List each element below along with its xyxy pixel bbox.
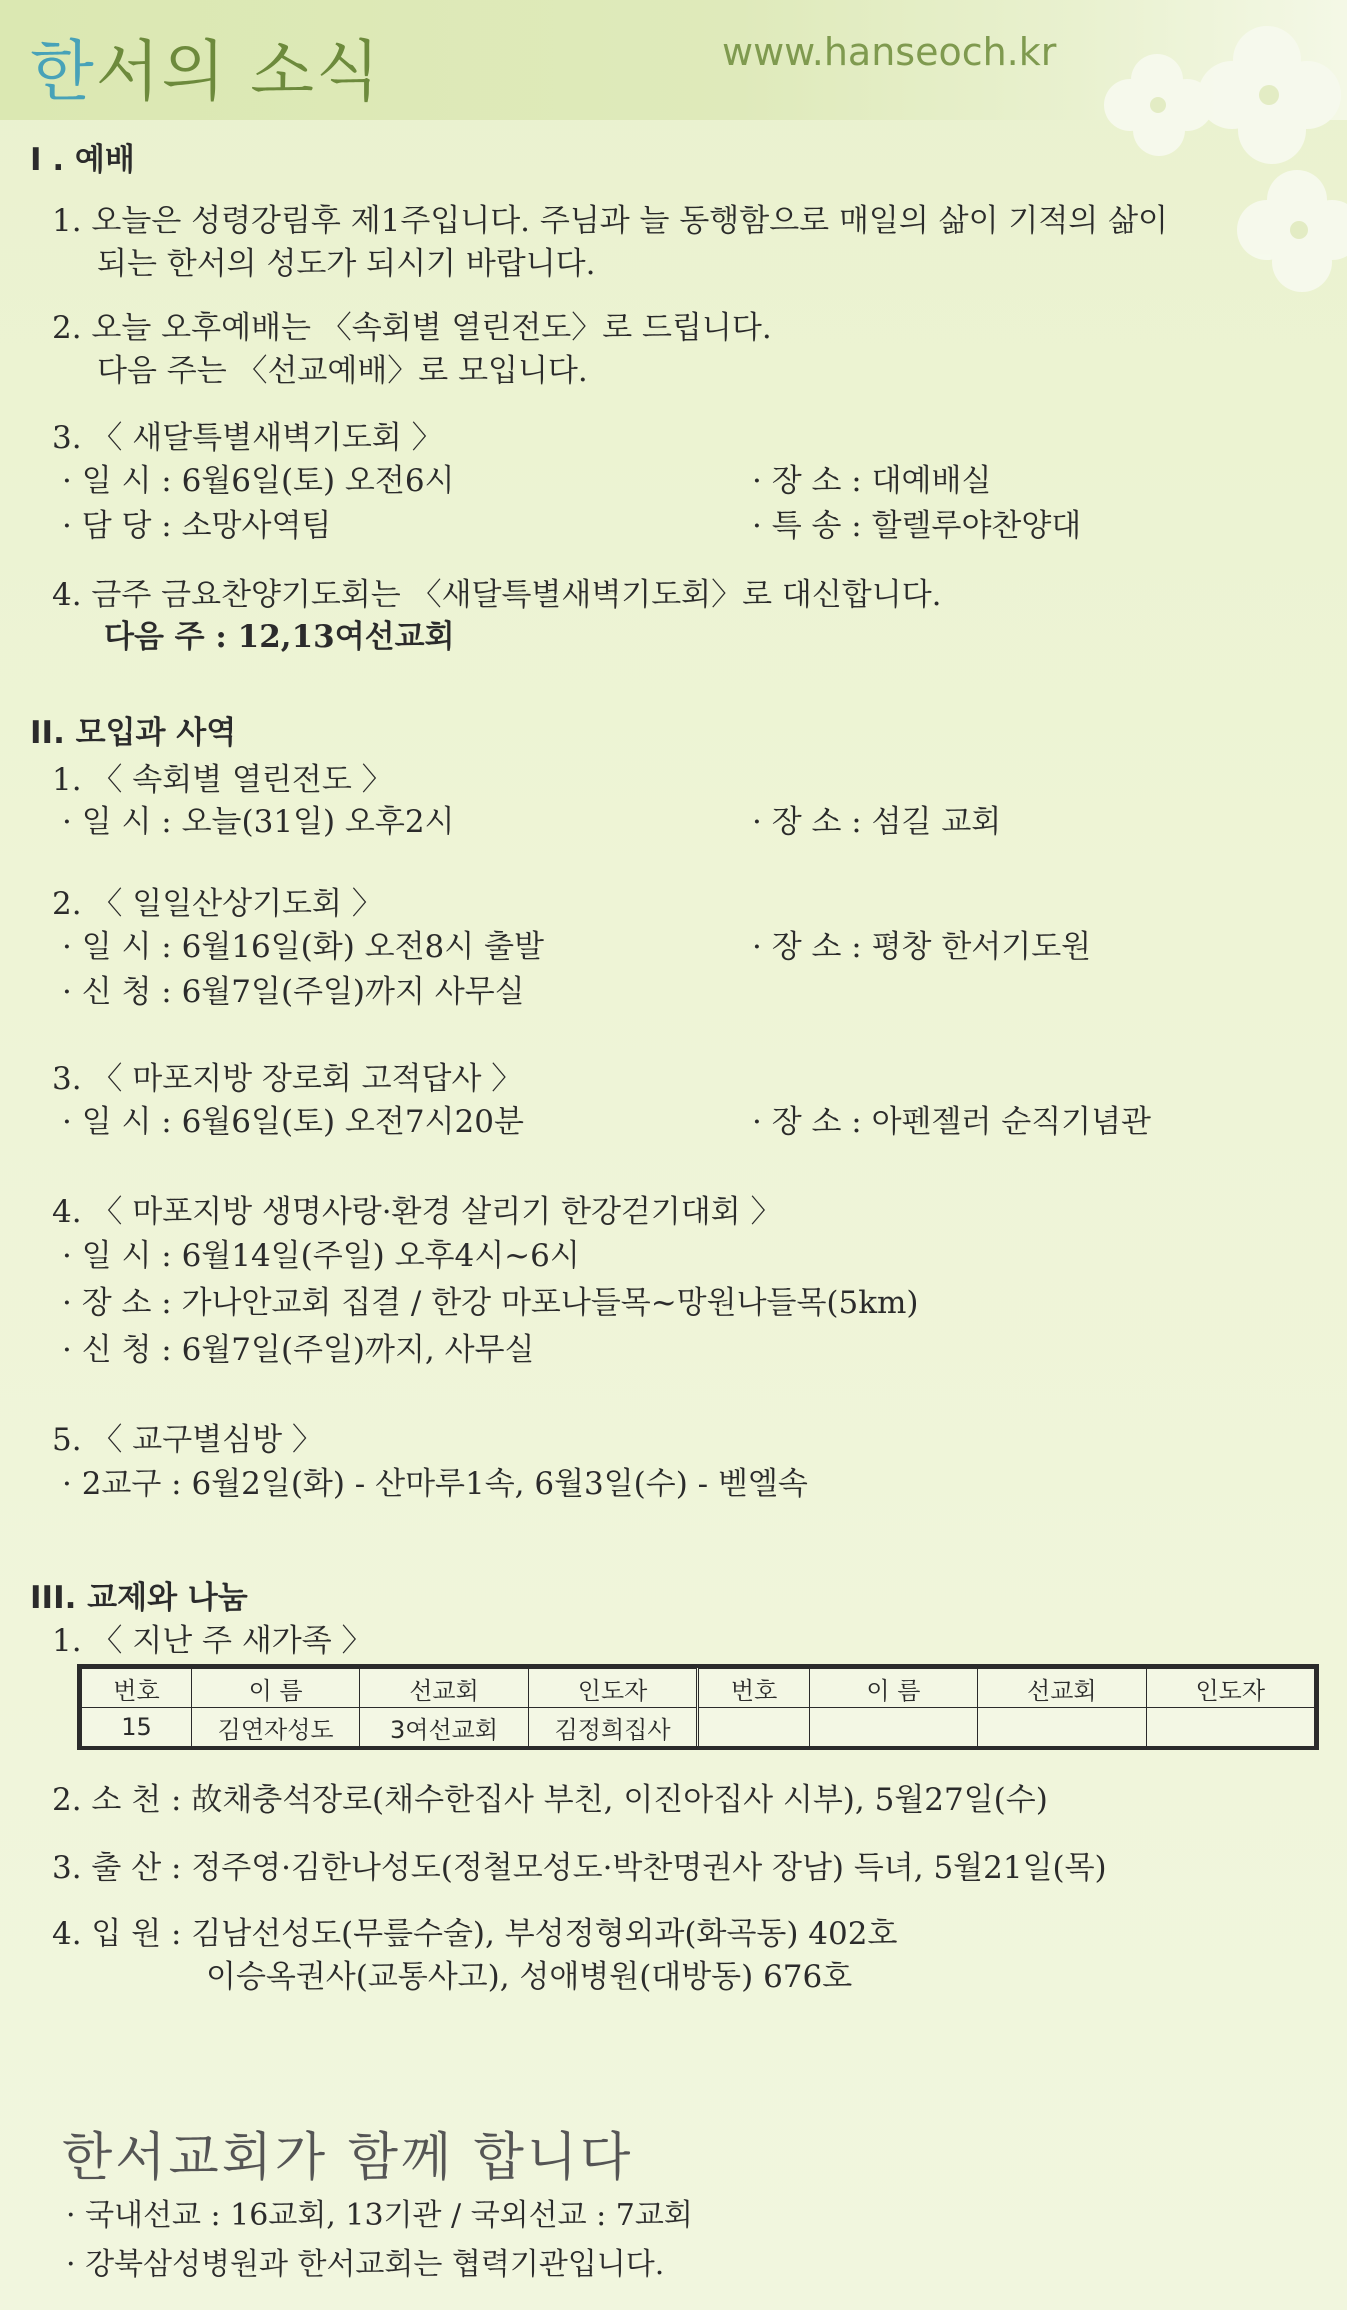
gathering-2-place: · 장 소 : 평창 한서기도원 <box>752 929 1092 965</box>
worship-item-4-next: 다음 주 : 12,13여선교회 <box>104 619 455 655</box>
table-header-cell: 이 름 <box>809 1669 977 1708</box>
worship-item-1-cont: 되는 한서의 성도가 되시기 바랍니다. <box>97 246 596 282</box>
footer-mission-line: · 국내선교 : 16교회, 13기관 / 국외선교 : 7교회 <box>66 2198 693 2233</box>
gathering-item-4: 4. 〈 마포지방 생명사랑·환경 살리기 한강걷기대회 〉 <box>52 1194 782 1230</box>
section-fellowship-title: III. 교제와 나눔 <box>30 1580 248 1616</box>
dawn-prayer-special-song: · 특 송 : 할렐루야찬양대 <box>752 508 1082 544</box>
gathering-item-3: 3. 〈 마포지방 장로회 고적답사 〉 <box>52 1061 523 1097</box>
dawn-prayer-place: · 장 소 : 대예배실 <box>752 463 992 499</box>
table-cell: 김정희집사 <box>528 1708 698 1747</box>
table-cell: 김연자성도 <box>191 1708 359 1747</box>
table-header-cell: 이 름 <box>191 1669 359 1708</box>
gathering-4-time: · 일 시 : 6월14일(주일) 오후4시~6시 <box>62 1238 580 1274</box>
gathering-item-2: 2. 〈 일일산상기도회 〉 <box>52 886 383 922</box>
table-cell <box>978 1708 1146 1747</box>
fellowship-item-3: 3. 출 산 : 정주영·김한나성도(정철모성도·박찬명권사 장남) 득녀, 5월21일(목) <box>52 1850 1107 1886</box>
gathering-2-apply: · 신 청 : 6월7일(주일)까지 사무실 <box>62 974 525 1010</box>
table-header-cell: 번호 <box>698 1669 809 1708</box>
footer-title: 한서교회가 함께 합니다 <box>62 2128 634 2188</box>
table-header-cell: 인도자 <box>1146 1669 1314 1708</box>
fellowship-item-1: 1. 〈 지난 주 새가족 〉 <box>52 1623 373 1659</box>
fellowship-item-4: 4. 입 원 : 김남선성도(무릎수술), 부성정형외과(화곡동) 402호 <box>52 1916 898 1952</box>
worship-item-1: 1. 오늘은 성령강림후 제1주입니다. 주님과 늘 동행함으로 매일의 삶이 기적의 삶이 <box>52 203 1168 239</box>
title-rest: 서의 소식 <box>95 33 382 110</box>
table-cell <box>698 1708 809 1747</box>
gathering-2-time: · 일 시 : 6월16일(화) 오전8시 출발 <box>62 929 544 965</box>
table-cell: 15 <box>82 1708 192 1747</box>
table-header-cell: 선교회 <box>978 1669 1146 1708</box>
footer-partner-line: · 강북삼성병원과 한서교회는 협력기관입니다. <box>66 2247 665 2282</box>
gathering-4-place: · 장 소 : 가나안교회 집결 / 한강 마포나들목~망원나들목(5km) <box>62 1285 919 1321</box>
gathering-1-place: · 장 소 : 섬길 교회 <box>752 804 1002 840</box>
fellowship-item-2: 2. 소 천 : 故채충석장로(채수한집사 부친, 이진아집사 시부), 5월27일(수) <box>52 1782 1048 1818</box>
gathering-3-place: · 장 소 : 아펜젤러 순직기념관 <box>752 1104 1151 1140</box>
gathering-item-1: 1. 〈 속회별 열린전도 〉 <box>52 762 393 798</box>
worship-item-2: 2. 오늘 오후예배는 〈속회별 열린전도〉로 드립니다. <box>52 310 772 346</box>
table-header-cell: 인도자 <box>528 1669 698 1708</box>
gathering-item-5: 5. 〈 교구별심방 〉 <box>52 1422 323 1458</box>
website-url[interactable]: www.hanseoch.kr <box>722 30 1057 74</box>
table-cell: 3여선교회 <box>360 1708 528 1747</box>
gathering-3-time: · 일 시 : 6월6일(토) 오전7시20분 <box>62 1104 524 1140</box>
section-worship-title: I . 예배 <box>30 142 135 178</box>
worship-item-4: 4. 금주 금요찬양기도회는 〈새달특별새벽기도회〉로 대신합니다. <box>52 577 942 613</box>
table-cell <box>809 1708 977 1747</box>
table-header-row <box>82 1669 1315 1708</box>
dawn-prayer-leader: · 담 당 : 소망사역팀 <box>62 508 332 544</box>
worship-item-3: 3. 〈 새달특별새벽기도회 〉 <box>52 420 443 456</box>
new-family-table <box>77 1664 1319 1750</box>
gathering-4-apply: · 신 청 : 6월7일(주일)까지, 사무실 <box>62 1332 535 1368</box>
table-row <box>82 1708 1315 1747</box>
table-header-cell: 선교회 <box>360 1669 528 1708</box>
gathering-5-detail: · 2교구 : 6월2일(화) - 산마루1속, 6월3일(수) - 벧엘속 <box>62 1466 808 1502</box>
title-first-char: 한 <box>30 33 96 110</box>
worship-item-2-cont: 다음 주는 〈선교예배〉로 모입니다. <box>97 353 588 389</box>
section-gathering-title: II. 모입과 사역 <box>30 715 237 751</box>
table-header-cell: 번호 <box>82 1669 192 1708</box>
dawn-prayer-time: · 일 시 : 6월6일(토) 오전6시 <box>62 463 455 499</box>
gathering-1-time: · 일 시 : 오늘(31일) 오후2시 <box>62 804 455 840</box>
table-cell <box>1146 1708 1314 1747</box>
fellowship-item-4-cont: 이승옥권사(교통사고), 성애병원(대방동) 676호 <box>206 1959 853 1995</box>
